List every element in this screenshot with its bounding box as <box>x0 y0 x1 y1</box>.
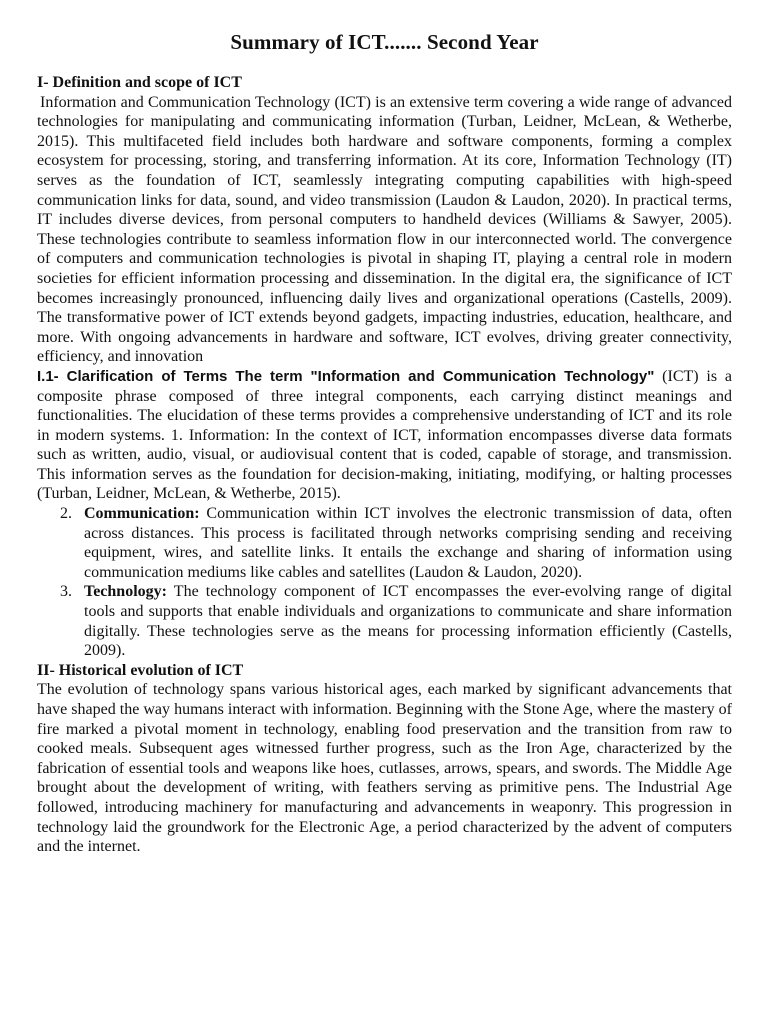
list-item-term: Technology: <box>84 583 167 601</box>
section-heading-history: II- Historical evolution of ICT <box>37 661 244 679</box>
list-item <box>37 504 732 582</box>
section-paragraph-history: The evolution of technology spans various historical ages, each marked by significant advancements that have shaped the way humans interact with information. Beginning with the Stone Age, where the mastery of fire marked a pivotal moment in technology, enabling food preservation and the transition from raw to cooked meals. Subsequent ages witnessed further progress, such as the Iron Age, characterized by the fabrication of essential tools and weapons like hoes, cutlasses, arrows, spears, and swords. The Middle Age brought about the development of writing, with feathers serving as primitive pens. The Industrial Age followed, introducing machinery for manufacturing and advancements in weaponry. This progression in technology laid the groundwork for the Electronic Age, a period characterized by the advent of computers and the internet. <box>37 681 732 856</box>
terms-list <box>37 504 732 661</box>
list-item <box>37 582 732 660</box>
document-title: Summary of ICT....... Second Year <box>230 30 539 54</box>
section-heading-definition: I- Definition and scope of ICT <box>37 74 242 91</box>
subsection-clarification <box>37 367 732 504</box>
list-item-term: Communication: <box>84 505 200 523</box>
list-item-number: 2. <box>60 505 72 523</box>
list-item-number: 3. <box>60 583 72 601</box>
list-item-text: The technology component of ICT encompasses the ever-evolving range of digital tools and supports that enable individuals and organizations to communicate and share information digitally. These technologies serve as the means for processing information efficiently (Castells, 2009). <box>84 583 732 660</box>
section-paragraph-definition: Information and Communication Technology (ICT) is an extensive term covering a wide range of advanced technologies for manipulating and communicating information (Turban, Leidner, McLean, & Wetherbe, 2015). This multifaceted field includes both hardware and software components, forming a complex ecosystem for processing, storing, and transferring information. At its core, Information Technology (IT) serves as the foundation of ICT, seamlessly integrating computing capabilities with high-speed communication links for data, sound, and video transmission (Laudon & Laudon, 2020). In practical terms, IT includes diverse devices, from personal computers to handheld devices (Williams & Sawyer, 2005). These technologies contribute to seamless information flow in our interconnected world. The convergence of computers and communication technologies is pivotal in shaping IT, playing a central role in modern societies for efficient information processing and dissemination. In the digital era, the significance of ICT becomes increasingly pronounced, influencing daily lives and organizational operations (Castells, 2009). The transformative power of ICT extends beyond gadgets, impacting industries, education, healthcare, and more. With ongoing advancements in hardware and software, ICT evolves, driving greater connectivity, efficiency, and innovation <box>37 93 732 366</box>
subsection-heading-clarification: I.1- Clarification of Terms The term "Information and Communication Technology" <box>37 367 655 385</box>
subsection-paragraph-clarification: (ICT) is a composite phrase composed of three integral components, each carrying distinct meanings and functionalities. The elucidation of these terms provides a comprehensive understanding of ICT and its role in modern systems. 1. Information: In the context of ICT, information encompasses diverse data formats such as written, audio, visual, or audiovisual content that is coded, capable of storage, and transmission. This information serves as the foundation for decision-making, initiating, modifying, or halting processes (Turban, Leidner, McLean, & Wetherbe, 2015). <box>37 367 733 503</box>
list-item-text: Communication within ICT involves the electronic transmission of data, often across distances. This process is facilitated through networks comprising sending and receiving equipment, wires, and satellite links. It entails the exchange and sharing of information using communication mediums like cables and satellites (Laudon & Laudon, 2020). <box>84 505 732 581</box>
